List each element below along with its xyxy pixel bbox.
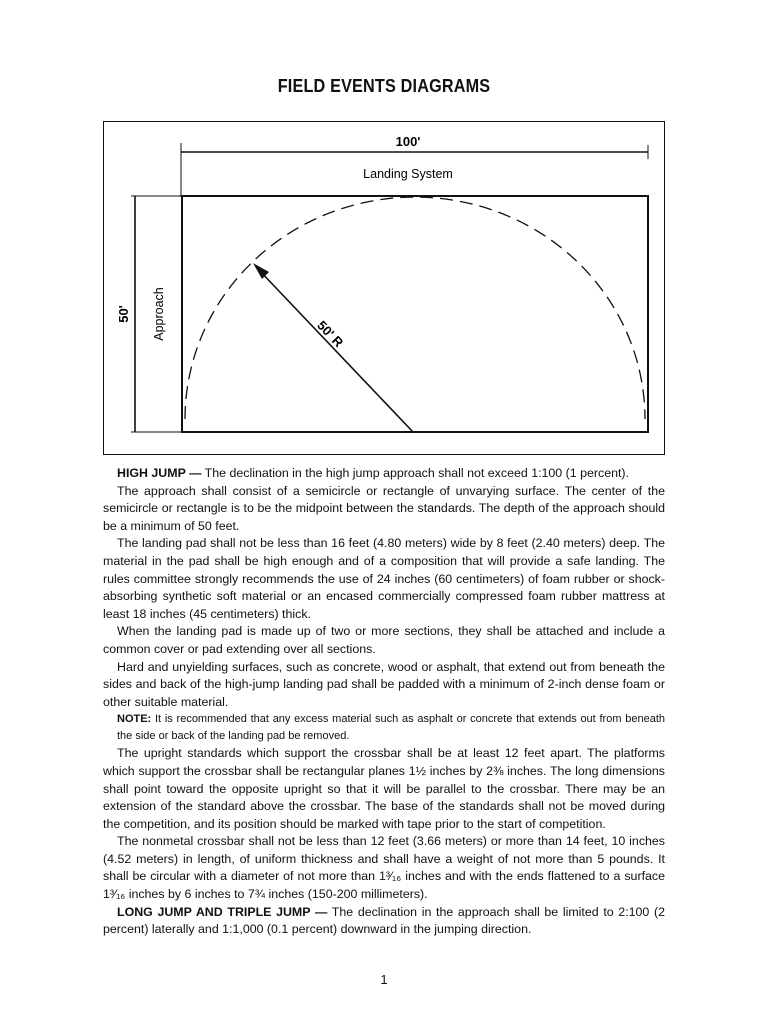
paragraph-high-jump [103,465,665,483]
approach-label: Approach [152,287,166,341]
page-title: FIELD EVENTS DIAGRAMS [277,76,491,96]
paragraph-standards: The upright standards which support the crossbar shall be at least 12 feet apart. The platforms which support the crossbar shall be rectangular planes 1½ inches by 2⅜ inches. The long dimensions shall point toward the opposite upright so that it will be parallel to the crossbar. There may be an extension of the standard above the crossbar. The base of the standards shall not be moved during the competition, and its position should be marked with tape prior to the start of competition. [103,746,665,831]
semicircle-dashed [185,197,645,419]
landing-system-label: Landing System [363,167,453,181]
paragraph-sections: When the landing pad is made up of two or more sections, they shall be attached and include a common cover or pad extending over all sections. [103,624,665,656]
paragraph-approach: The approach shall consist of a semicircle or rectangle of unvarying surface. The center of the semicircle or rectangle is to be the midpoint between the standards. The depth of the approach should be a minimum of 50 feet. [103,483,665,533]
long-jump-heading: LONG JUMP AND TRIPLE JUMP — [117,904,328,919]
note-text: It is recommended that any excess material such as asphalt or concrete that extends out from beneath the side or back of the landing pad be removed. [117,713,665,743]
body-text [103,465,665,939]
depth-label: 50' [116,305,131,323]
width-label: 100' [395,134,421,149]
paragraph-landing-pad: The landing pad shall not be less than 16 feet (4.80 meters) wide by 8 feet (2.40 meters) deep. The material in the pad shall be high enough and of a composition that will provide a safe landing. The rules committee strongly recommends the use of 24 inches (60 centimeters) of foam rubber or shock-absorbing synthetic soft material or an encased commercially compressed foam rubber mattress at least 18 inches (45 centimeters) thick. [103,536,665,621]
radius-arrowhead [253,263,269,279]
high-jump-diagram [103,121,665,455]
radius-line [258,269,413,432]
high-jump-heading: HIGH JUMP — [117,466,202,480]
paragraph-hard-surfaces: Hard and unyielding surfaces, such as concrete, wood or asphalt, that extend out from beneath the sides and back of the high-jump landing pad shall be padded with a minimum of 2-inch dense foam or other suitable material. [103,659,665,709]
diagram-svg [103,121,665,455]
page-number: 1 [380,972,388,987]
paragraph-crossbar: The nonmetal crossbar shall not be less than 12 feet (3.66 meters) or more than 14 feet, 10 inches (4.52 meters) in length, of uniform thickness and shall have a weight of not more than 5 pounds. It shall be circular with a diameter of not more than 1³⁄₁₆ inches and with the ends flattened to a surface 1³⁄₁₆ inches by 6 inches to 7¾ inches (150-200 millimeters). [103,834,665,902]
radius-label: 50' R [314,317,347,351]
note-label: NOTE: [117,713,152,726]
approach-rectangle [182,196,648,432]
note [103,711,665,745]
paragraph-long-jump [103,904,665,939]
long-jump-text: The declination in the approach shall be limited to 2:100 (2 percent) laterally and 1:1,000 (0.1 percent) downward in the jumping direction. [103,904,665,937]
paragraph-text: The declination in the high jump approach shall not exceed 1:100 (1 percent). [201,466,629,480]
